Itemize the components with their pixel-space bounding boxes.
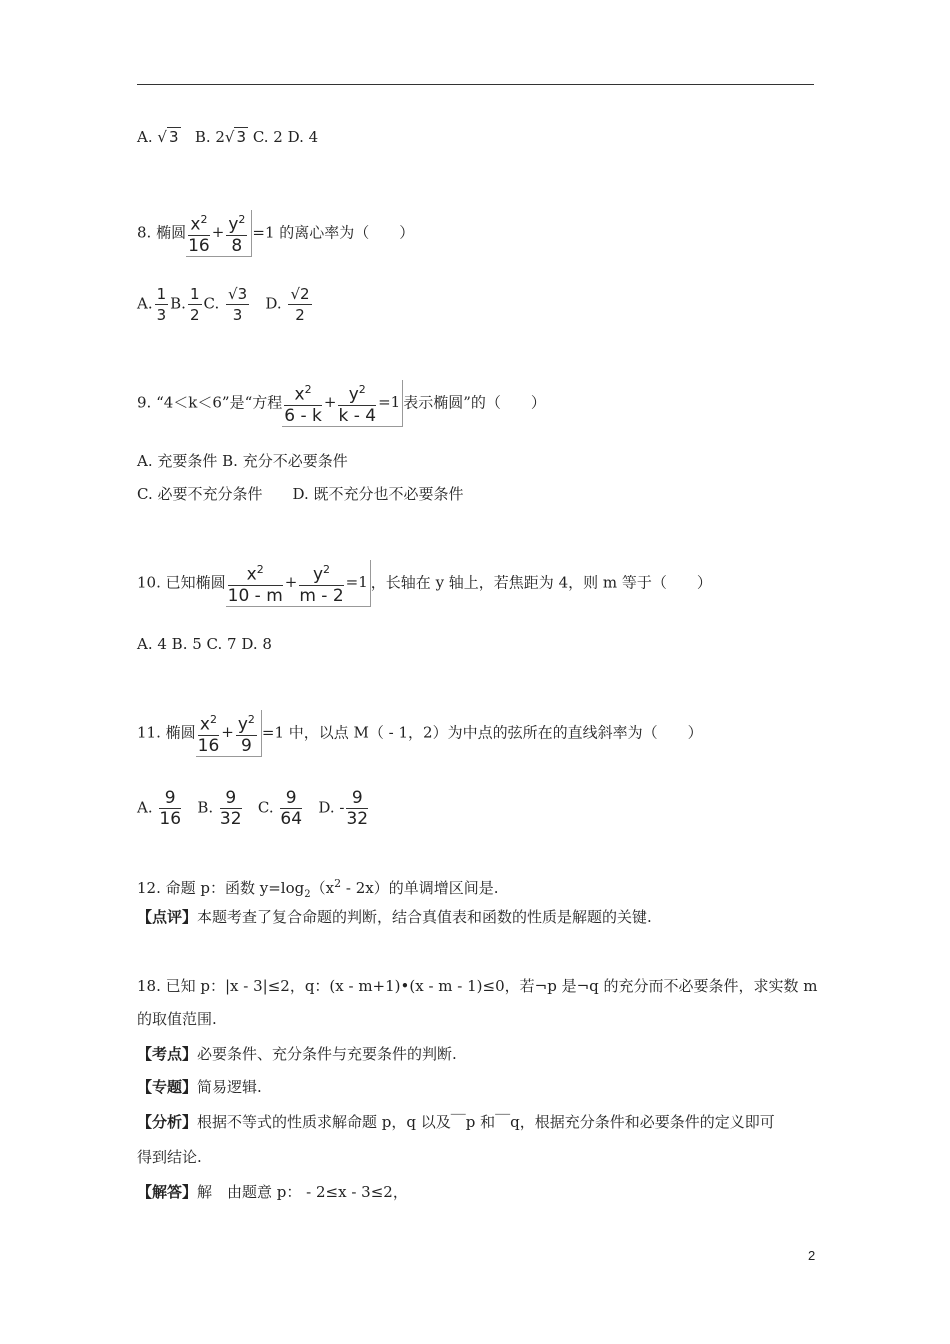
page-number: 2 bbox=[808, 1248, 816, 1263]
ellipse-equation: $\frac{x^2}{16}$ + $\frac{y^2}{9}$ bbox=[196, 710, 262, 757]
question-18-line-1: 18. 已知 p：|x - 3|≤2，q：(x - m+1)•(x - m - 1)≤0，若¬p 是¬q 的充分而不必要条件，求实数 m bbox=[137, 977, 818, 995]
question-11-options: A. $\frac{9}{16}$ B. $\frac{9}{32}$ C. $\frac{9}{64}$ D. - $\frac{9}{32}$ bbox=[137, 788, 369, 829]
q7-options: A. √ 3 B. 2√ 3 C. 2 D. 4 bbox=[137, 128, 319, 146]
header-rule bbox=[137, 84, 814, 85]
question-9: 9. “4＜k＜6”是“方程 $\frac{x^2}{6 - k}$ + $\frac{y^2}{k - 4}$ =1 表示椭圆”的（ ） bbox=[137, 380, 546, 427]
question-11: 11. 椭圆 $\frac{x^2}{16}$ + $\frac{y^2}{9}$ =1 中，以点 M（ - 1，2）为中点的弦所在的直线斜率为（ ） bbox=[137, 710, 703, 757]
question-10-options: A. 4 B. 5 C. 7 D. 8 bbox=[137, 635, 272, 653]
jieda-line: 【解答】解 由题意 p： - 2≤x - 3≤2， bbox=[137, 1183, 408, 1201]
question-18-line-2: 的取值范围. bbox=[137, 1010, 217, 1028]
question-8: 8. 椭圆 $\frac{x^2}{16}$ + $\frac{y^2}{8}$ =1 的离心率为（ ） bbox=[137, 210, 414, 257]
question-9-options-1: A. 充要条件 B. 充分不必要条件 bbox=[137, 452, 348, 470]
question-10: 10. 已知椭圆 $\frac{x^2}{10 - m}$ + $\frac{y^2}{m - 2}$ =1 ，长轴在 y 轴上，若焦距为 4，则 m 等于（ ） bbox=[137, 560, 712, 607]
sqrt-expression: √ 3 bbox=[224, 128, 247, 146]
question-9-options-2: C. 必要不充分条件 D. 既不充分也不必要条件 bbox=[137, 485, 464, 503]
sqrt-expression: √ 3 bbox=[157, 128, 179, 146]
ellipse-equation: $\frac{x^2}{16}$ + $\frac{y^2}{8}$ bbox=[186, 210, 252, 257]
kaodian-line: 【考点】必要条件、充分条件与充要条件的判断. bbox=[137, 1045, 457, 1063]
question-12: 12. 命题 p：函数 $y=\log_2(x^2 - 2x)$的单调增区间是. bbox=[137, 877, 499, 900]
review-line: 【点评】本题考查了复合命题的判断，结合真值表和函数的性质是解题的关键. bbox=[137, 908, 652, 926]
question-8-options: A. $\frac{1}{3}$ B. $\frac{1}{2}$ C. $\frac{√3}{3}$ D. $\frac{√2}{2}$ bbox=[137, 285, 310, 324]
zhuanti-line: 【专题】简易逻辑. bbox=[137, 1078, 262, 1096]
ellipse-equation: $\frac{x^2}{6 - k}$ + $\frac{y^2}{k - 4}$ =1 bbox=[282, 380, 403, 427]
ellipse-equation: $\frac{x^2}{10 - m}$ + $\frac{y^2}{m - 2}$ =1 bbox=[226, 560, 371, 607]
fenxi-line: 【分析】根据不等式的性质求解命题 p，q 以及￣p 和￣q，根据充分条件和必要条件的定义即可 bbox=[137, 1113, 775, 1131]
fenxi-line-2: 得到结论. bbox=[137, 1148, 202, 1166]
